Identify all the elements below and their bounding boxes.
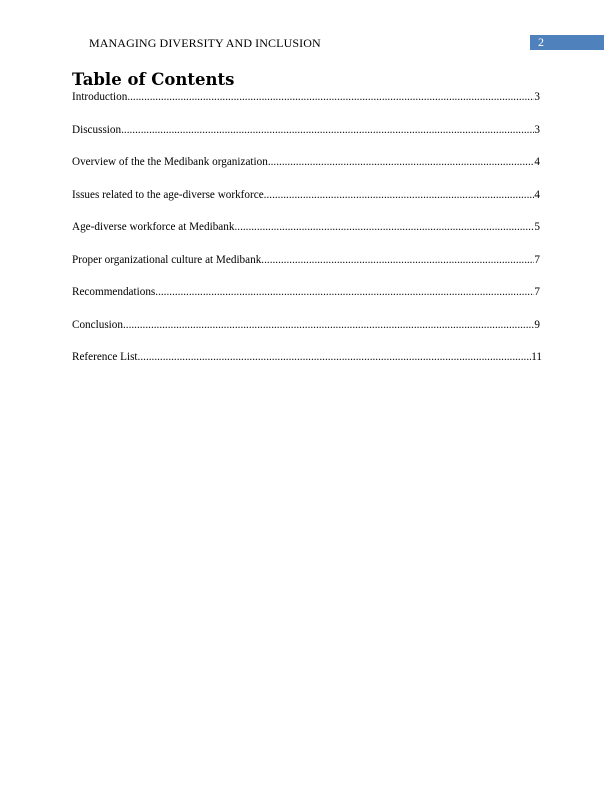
dot-leader (261, 254, 534, 266)
dot-leader (121, 124, 534, 136)
toc-entry-page: 7 (534, 286, 540, 298)
toc-entry-overview[interactable] (72, 156, 540, 172)
toc-entry-label: Introduction (72, 91, 128, 103)
page-header (0, 0, 612, 60)
toc-entry-page: 3 (534, 91, 540, 103)
toc-entry-page: 11 (531, 351, 542, 363)
dot-leader (234, 221, 534, 233)
dot-leader (138, 351, 532, 363)
toc-entry-label: Recommendations (72, 286, 156, 298)
toc-entry-label: Proper organizational culture at Medibank (72, 253, 262, 266)
toc-entry-conclusion[interactable] (72, 319, 540, 335)
toc-entry-label: Overview of the the Medibank organization (72, 156, 268, 168)
toc-entry-age-diverse[interactable] (72, 221, 540, 237)
toc-entry-page: 3 (534, 123, 540, 136)
toc-entry-page: 4 (534, 188, 540, 201)
toc-entry-page: 7 (534, 253, 540, 266)
toc-entry-introduction[interactable] (72, 91, 540, 107)
page-number: 2 (538, 35, 544, 49)
toc-entry-page: 4 (534, 156, 540, 168)
toc-entry-page: 9 (534, 318, 540, 331)
toc-entry-label: Conclusion (72, 318, 123, 331)
toc-entry-label: Age-diverse workforce at Medibank (72, 221, 235, 233)
dot-leader (127, 91, 534, 103)
toc-entry-reference-list[interactable] (72, 351, 542, 367)
toc-entry-issues[interactable] (72, 189, 540, 205)
dot-leader (123, 319, 534, 331)
toc-entry-label: Issues related to the age-diverse workforce (72, 188, 264, 201)
toc-heading: Table of Contents (72, 70, 235, 89)
table-of-contents (72, 91, 542, 384)
toc-entry-culture[interactable] (72, 254, 540, 270)
dot-leader (268, 156, 535, 168)
running-head: MANAGING DIVERSITY AND INCLUSION (89, 36, 321, 50)
dot-leader (155, 286, 534, 298)
toc-entry-recommendations[interactable] (72, 286, 540, 302)
toc-entry-label: Discussion (72, 123, 122, 136)
page-number-badge (530, 35, 604, 50)
toc-entry-label: Reference List (72, 351, 138, 363)
toc-entry-discussion[interactable] (72, 124, 540, 140)
toc-entry-page: 5 (534, 221, 540, 233)
dot-leader (264, 189, 535, 201)
